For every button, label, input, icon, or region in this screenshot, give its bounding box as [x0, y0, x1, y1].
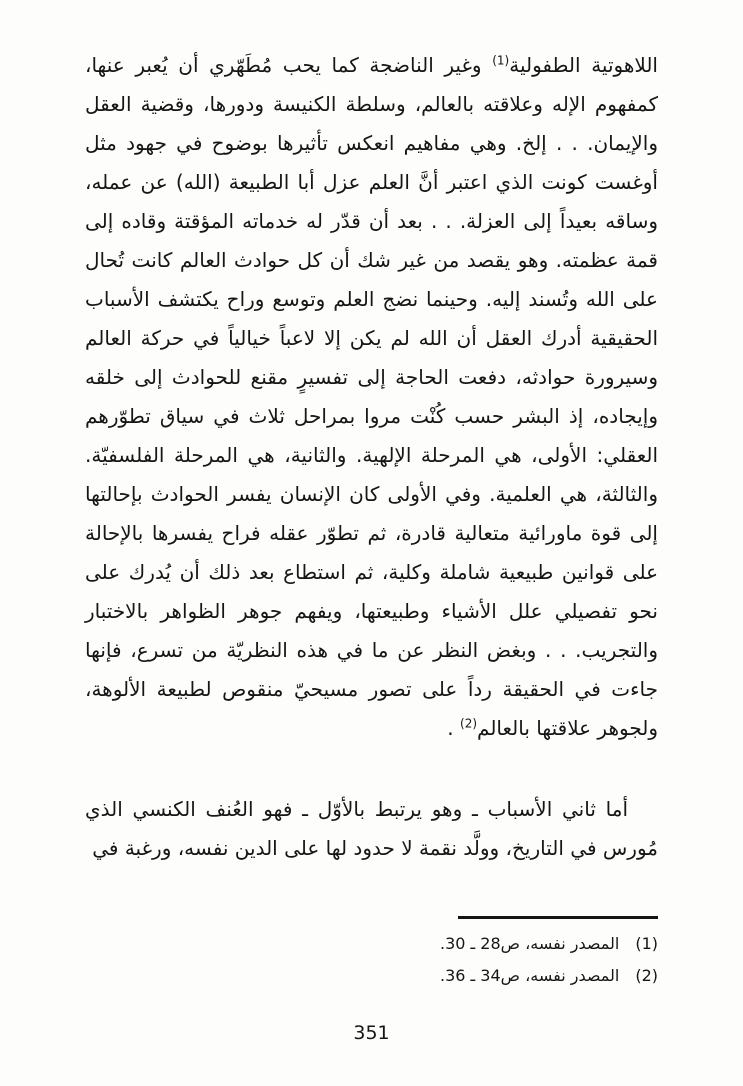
footnote-2	[85, 960, 658, 992]
paragraph-2: أما ثاني الأسباب ـ وهو يرتبط بالأوّل ـ فهو العُنف الكنسي الذي مُورس في التاريخ، وولَّد نقمة لا حدود لها على الدين نفسه، ورغبة في	[85, 797, 658, 860]
footnote-1-marker: (1)	[635, 934, 658, 953]
footnote-2-marker: (2)	[635, 966, 658, 985]
footnote-1-text: المصدر نفسه، ص28 ـ 30.	[439, 934, 620, 953]
body-text	[85, 46, 658, 868]
paragraph-1	[85, 46, 658, 748]
footnote-separator	[458, 916, 658, 919]
footnote-1	[85, 928, 658, 960]
paragraph-1-text-middle: وغير الناضجة كما يحب مُطَهّري أن يُعبر عنها، كمفهوم الإله وعلاقته بالعالم، وسلطة الكنيسة ودورها، وقضية العقل والإيمان. . . إلخ. وهي مفاهيم انعكس تأثيرها بوضوح في جهود مثل أوغست كونت الذي اعتبر أنَّ العلم عزل أبا الطبيعة (الله) عن عمله، وساقه بعيداً إلى العزلة. . . بعد أن قدّر له خدماته المؤقتة وقاده إلى قمة عظمته. وهو يقصد من غير شك أن كل حوادث العالم كانت تُحال على الله وتُسند إليه. وحينما نضج العلم وتوسع وراح يكتشف الأسباب الحقيقية أدرك العقل أن الله لم يكن إلا لاعباً خيالياً في حركة العالم وسيرورة حوادثه، دفعت الحاجة إلى تفسيرٍ مقنع للحوادث إلى خلقه وإيجاده، إذ البشر حسب كُنْت مروا بمراحل ثلاث في سياق تطوّرهم العقلي: الأولى، هي المرحلة الإلهية. والثانية، هي المرحلة الفلسفيّة. والثالثة، هي العلمية. وفي الأولى كان الإنسان يفسر الحوادث بإحالتها إلى قوة ماورائية متعالية قادرة، ثم تطوّر عقله فراح يفسرها بالإحالة على قوانين طبيعية شاملة وكلية، ثم استطاع بعد ذلك أن يُدرك على نحو تفصيلي علل الأشياء وطبيعتها، ويفهم جوهر الظواهر بالاختبار والتجريب. . . وبغض النظر عن ما في هذه النظريّة من تسرع، فإنها جاءت في الحقيقة رداً على تصور مسيحيّ منقوص لطبيعة الألوهة، ولجوهر علاقتها بالعالم	[85, 53, 658, 740]
footnotes-section	[85, 928, 658, 992]
footnote-ref-1: (1)	[492, 53, 510, 68]
paragraph-1-text-start: اللاهوتية الطفولية	[509, 53, 658, 77]
page-number: 351	[353, 1022, 390, 1044]
paragraph-1-text-end: .	[447, 716, 461, 740]
footnote-2-text: المصدر نفسه، ص34 ـ 36.	[439, 966, 620, 985]
footnote-ref-2: (2)	[460, 716, 478, 731]
